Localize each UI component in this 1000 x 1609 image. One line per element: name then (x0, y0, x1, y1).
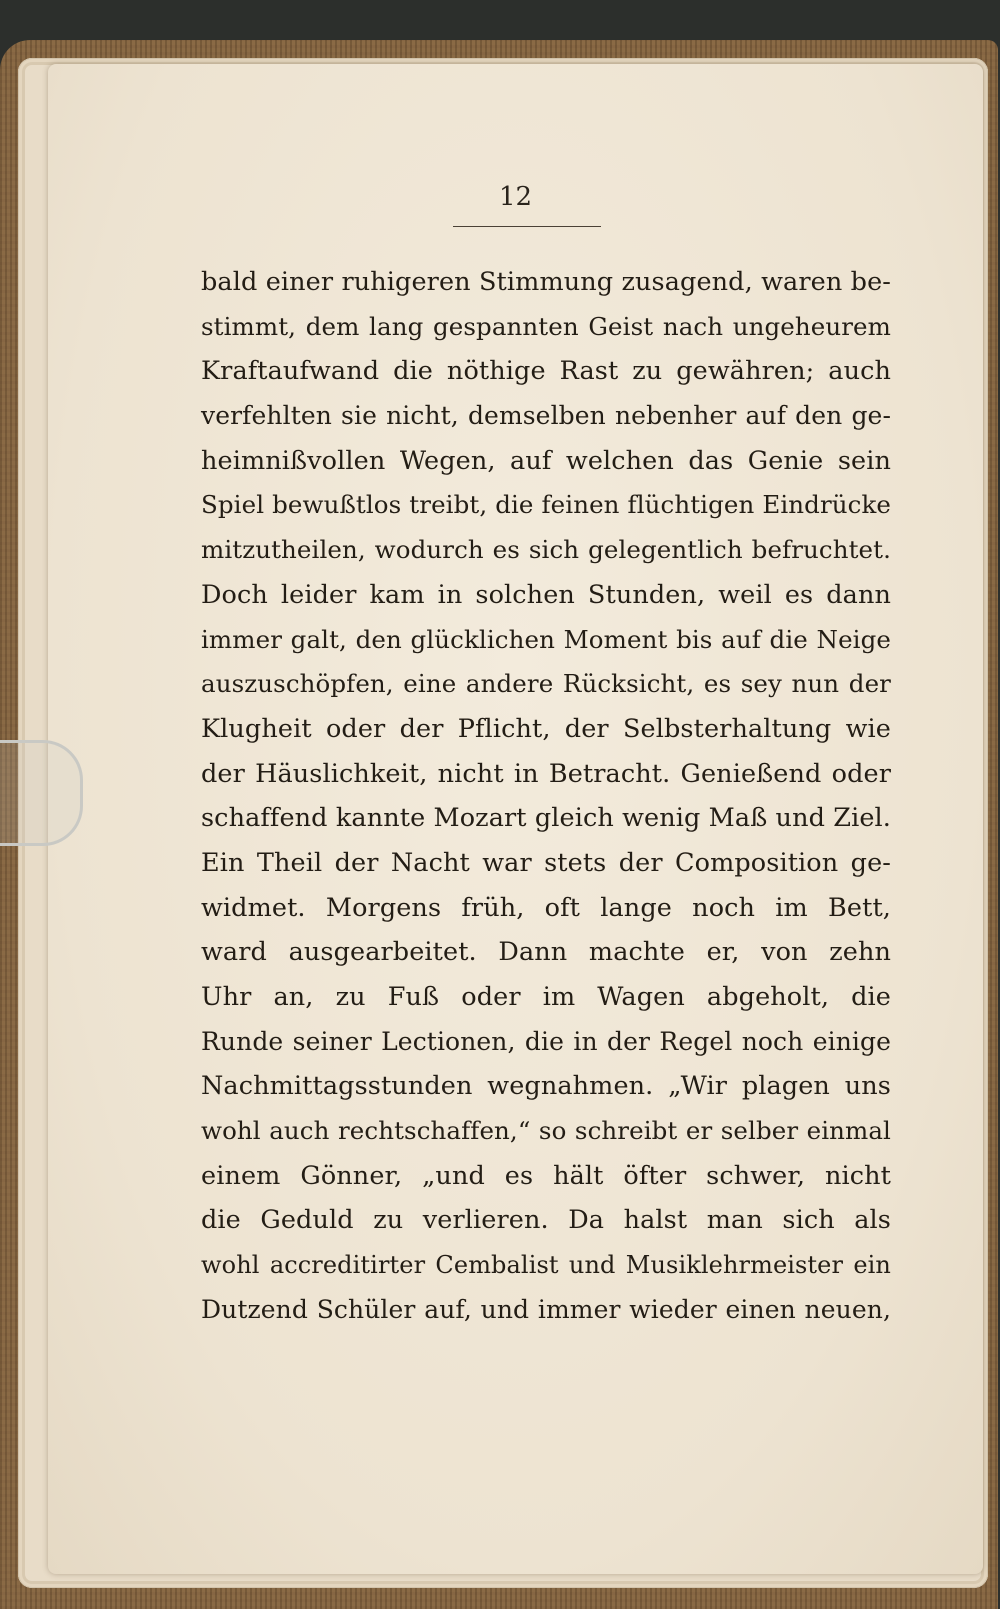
text-line-3: Kraftaufwand die nöthige Rast zu gewähren; auch (201, 356, 891, 387)
page-number: 12 (498, 182, 533, 212)
text-line-16: ward ausgearbeitet. Dann machte er, von zehn (201, 937, 891, 968)
text-line-11: Klugheit oder der Pflicht, der Selbsterhaltung wie (201, 713, 891, 744)
text-line-13: schaffend kannte Mozart gleich wenig Maß und Ziel. (201, 803, 891, 834)
text-line-14: Ein Theil der Nacht war stets der Composition ge- (201, 847, 891, 878)
text-line-21: einem Gönner, „und es hält öfter schwer, nicht (201, 1160, 891, 1191)
text-line-22: die Geduld zu verlieren. Da halst man sich als (201, 1205, 891, 1236)
text-line-4: verfehlten sie nicht, demselben nebenher auf den ge- (201, 401, 891, 431)
text-line-17: Uhr an, zu Fuß oder im Wagen abgeholt, die (201, 982, 891, 1012)
text-line-5: heimnißvollen Wegen, auf welchen das Genie sein (201, 445, 891, 476)
text-line-8: Doch leider kam in solchen Stunden, weil es dann (201, 579, 891, 610)
book-page (48, 64, 983, 1574)
text-line-7: mitzutheilen, wodurch es sich gelegentlich befruchtet. (201, 535, 891, 565)
text-line-20: wohl auch rechtschaffen,“ so schreibt er selber einmal (201, 1116, 891, 1146)
body-text (201, 260, 891, 1333)
text-line-2: stimmt, dem lang gespannten Geist nach ungeheurem (201, 311, 891, 341)
header-rule (453, 226, 601, 227)
text-line-19: Nachmittagsstunden wegnahmen. „Wir plagen uns (201, 1071, 891, 1102)
text-line-23: wohl accreditirter Cembalist und Musiklehrmeister ein (201, 1251, 891, 1280)
text-line-18: Runde seiner Lectionen, die in der Regel noch einige (201, 1026, 891, 1056)
text-line-6: Spiel bewußtlos treibt, die feinen flüchtigen Eindrücke (201, 490, 891, 520)
text-line-24: Dutzend Schüler auf, und immer wieder einen neuen, (201, 1294, 891, 1324)
text-line-9: immer galt, den glücklichen Moment bis auf die Neige (201, 624, 891, 654)
text-line-15: widmet. Morgens früh, oft lange noch im Bett, (201, 892, 891, 923)
page-clip (0, 740, 83, 846)
text-line-10: auszuschöpfen, eine andere Rücksicht, es sey nun der (201, 669, 891, 699)
text-line-1: bald einer ruhigeren Stimmung zusagend, waren be- (201, 267, 891, 297)
text-line-12: der Häuslichkeit, nicht in Betracht. Genießend oder (201, 758, 891, 789)
